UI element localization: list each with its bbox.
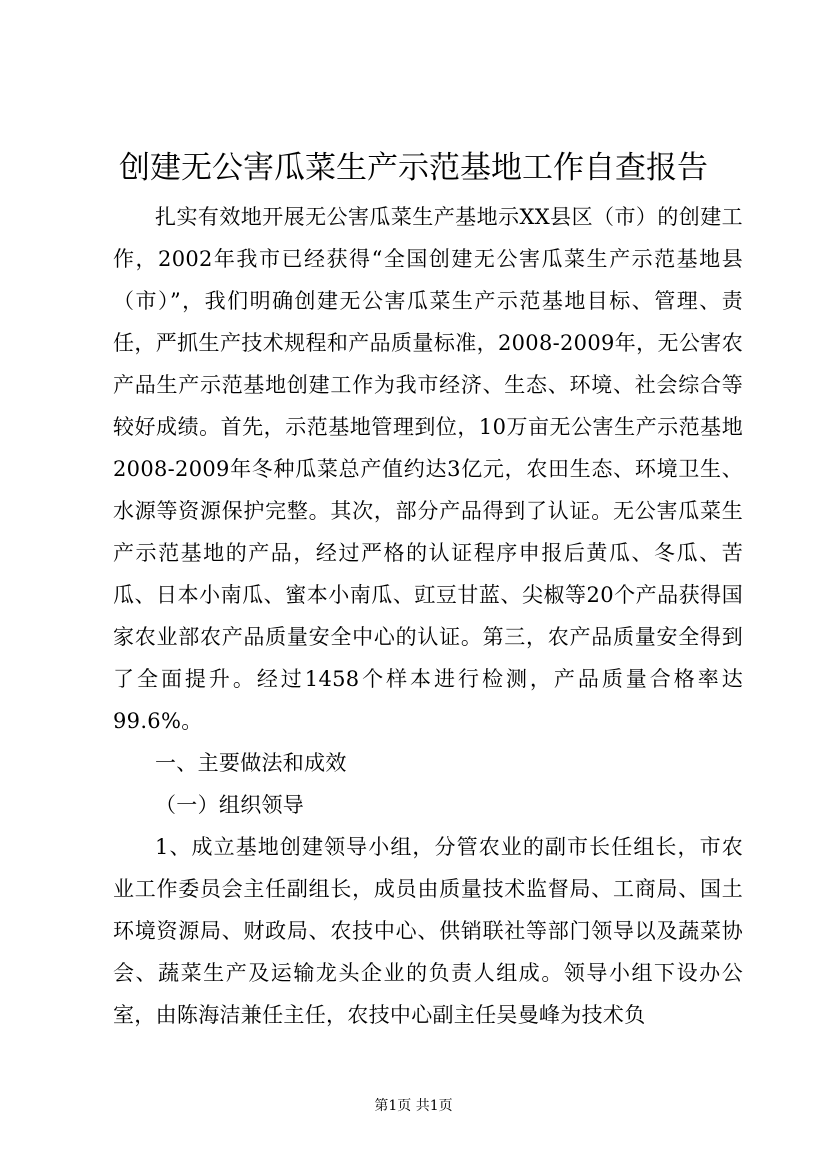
document-body [113,196,743,1036]
intro-paragraph: 扎实有效地开展无公害瓜菜生产基地示XX县区（市）的创建工作，2002年我市已经获得“全国创建无公害瓜菜生产示范基地县（市）”，我们明确创建无公害瓜菜生产示范基地目标、管理、责任，严抓生产技术规程和产品质量标准，2008-2009年，无公害农产品生产示范基地创建工作为我市经济、生态、环境、社会综合等较好成绩。首先，示范基地管理到位，10万亩无公害生产示范基地2008-2009年冬种瓜菜总产值约达3亿元，农田生态、环境卫生、水源等资源保护完整。其次，部分产品得到了认证。无公害瓜菜生产示范基地的产品，经过严格的认证程序申报后黄瓜、冬瓜、苦瓜、日本小南瓜、蜜本小南瓜、豇豆甘蓝、尖椒等20个产品获得国家农业部农产品质量安全中心的认证。第三，农产品质量安全得到了全面提升。经过1458个样本进行检测，产品质量合格率达99.6%。 [113,205,743,733]
leadership-paragraph: 1、成立基地创建领导小组，分管农业的副市长任组长，市农业工作委员会主任副组长，成员由质量技术监督局、工商局、国土环境资源局、财政局、农技中心、供销联社等部门领导以及蔬菜协会、蔬菜生产及运输龙头企业的负责人组成。领导小组下设办公室，由陈海洁兼任主任，农技中心副主任吴曼峰为技术负 [113,835,743,1027]
document-title: 创建无公害瓜菜生产示范基地工作自查报告 [119,150,708,186]
section-heading: 一、主要做法和成效 [155,751,347,775]
subsection-heading: （一）组织领导 [155,793,305,817]
page-number-footer: 第1页 共1页 [374,1098,453,1114]
